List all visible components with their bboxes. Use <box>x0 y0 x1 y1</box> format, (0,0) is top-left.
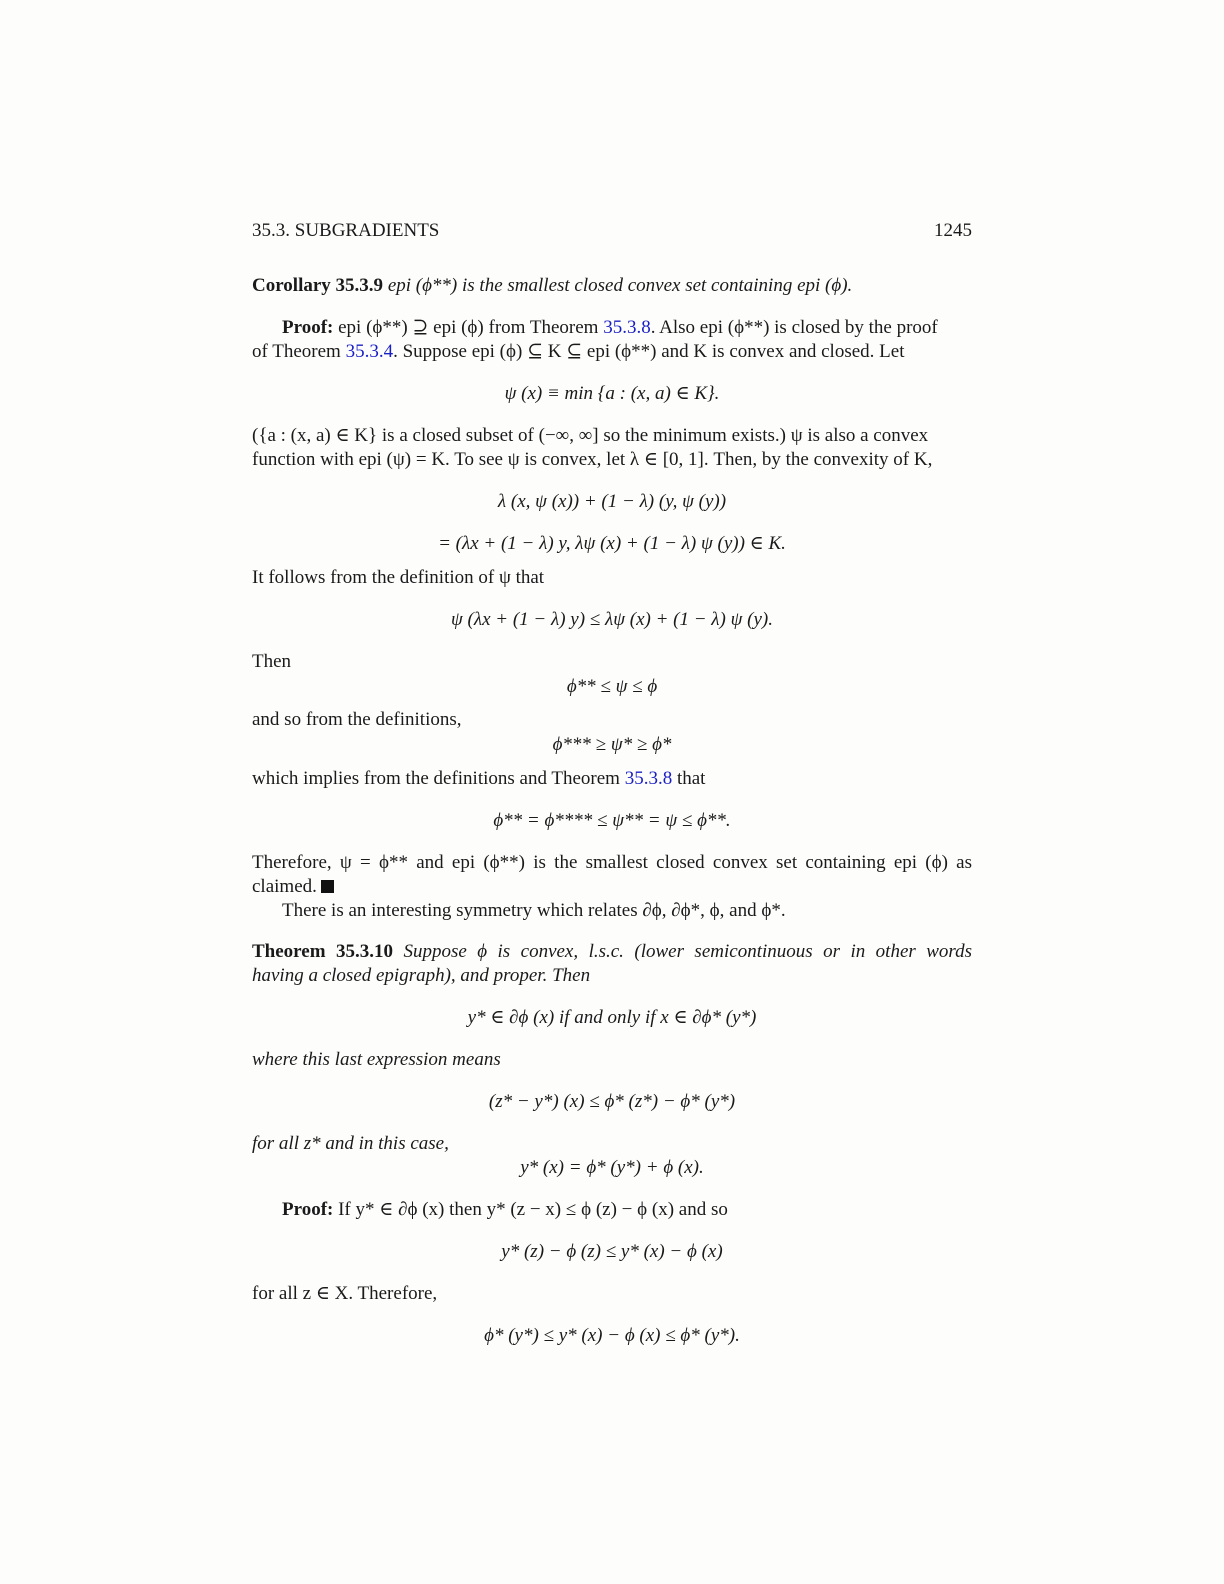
equation: λ (x, ψ (x)) + (1 − λ) (y, ψ (y)) <box>497 491 727 512</box>
proof1-line7: and so from the definitions, <box>252 709 462 730</box>
theorem-line2: having a closed epigraph), and proper. Then <box>252 965 591 986</box>
equation: ϕ*** ≥ ψ* ≥ ϕ* <box>552 734 672 755</box>
equation: y* (z) − ϕ (z) ≤ y* (x) − ϕ (x) <box>501 1241 723 1262</box>
proof1-line8: which implies from the definitions and Theorem 35.3.8 that <box>252 768 706 789</box>
equation: ϕ** = ϕ**** ≤ ψ** = ψ ≤ ϕ**. <box>493 810 731 831</box>
theorem-link[interactable]: 35.3.4 <box>345 341 394 362</box>
equation: = (λx + (1 − λ) y, λψ (x) + (1 − λ) ψ (y)) ∈ K. <box>438 533 786 554</box>
equation: (z* − y*) (x) ≤ ϕ* (z*) − ϕ* (y*) <box>488 1091 736 1112</box>
theorem-link[interactable]: 35.3.8 <box>603 317 651 338</box>
equation: ψ (x) ≡ min {a : (x, a) ∈ K}. <box>504 383 720 404</box>
equation: ψ (λx + (1 − λ) y) ≤ λψ (x) + (1 − λ) ψ (y). <box>450 609 774 630</box>
page-number: 1245 <box>934 220 972 241</box>
proof2-line1: Proof: If y* ∈ ∂ϕ (x) then y* (z − x) ≤ ϕ (z) − ϕ (x) and so <box>282 1199 728 1220</box>
equation: y* (x) = ϕ* (y*) + ϕ (x). <box>520 1157 704 1178</box>
proof1-line2: of Theorem 35.3.4. Suppose epi (ϕ) ⊆ K ⊆ epi (ϕ**) and K is convex and closed. Let <box>252 341 905 362</box>
proof1-line5: It follows from the definition of ψ that <box>252 567 545 588</box>
theorem-line3: where this last expression means <box>252 1049 501 1070</box>
section-title: 35.3. SUBGRADIENTS <box>252 220 440 241</box>
proof1-line10: claimed. <box>252 875 972 899</box>
proof1-line3: ({a : (x, a) ∈ K} is a closed subset of (−∞, ∞] so the minimum exists.) ψ is also a convex <box>252 425 929 446</box>
qed-square-icon <box>321 880 334 893</box>
proof1-line6: Then <box>252 651 292 672</box>
proof2-line2: for all z ∈ X. Therefore, <box>252 1283 438 1304</box>
corollary-statement <box>252 274 972 298</box>
proof1-line9: Therefore, ψ = ϕ** and epi (ϕ**) is the smallest closed convex set containing epi (ϕ) as <box>252 852 972 873</box>
theorem-label: Theorem 35.3.10 <box>252 941 393 962</box>
corollary-label: Corollary 35.3.9 <box>252 275 384 296</box>
running-header <box>252 219 972 243</box>
theorem-line1: Theorem 35.3.10 Suppose ϕ is convex, l.s.c. (lower semicontinuous or in other words <box>252 941 972 962</box>
equation: y* ∈ ∂ϕ (x) if and only if x ∈ ∂ϕ* (y*) <box>467 1007 757 1028</box>
equation: ϕ** ≤ ψ ≤ ϕ <box>566 676 658 697</box>
proof1-line11: There is an interesting symmetry which relates ∂ϕ, ∂ϕ*, ϕ, and ϕ*. <box>282 900 786 921</box>
proof1-line4: function with epi (ψ) = K. To see ψ is convex, let λ ∈ [0, 1]. Then, by the convexity of K, <box>252 449 933 470</box>
equation: ϕ* (y*) ≤ y* (x) − ϕ (x) ≤ ϕ* (y*). <box>484 1325 740 1346</box>
corollary-body: epi (ϕ**) is the smallest closed convex set containing epi (ϕ). <box>387 275 853 296</box>
theorem-line4: for all z* and in this case, <box>252 1133 449 1154</box>
proof1-line1: Proof: epi (ϕ**) ⊇ epi (ϕ) from Theorem 35.3.8. Also epi (ϕ**) is closed by the proof <box>282 317 938 338</box>
theorem-link[interactable]: 35.3.8 <box>624 768 673 789</box>
